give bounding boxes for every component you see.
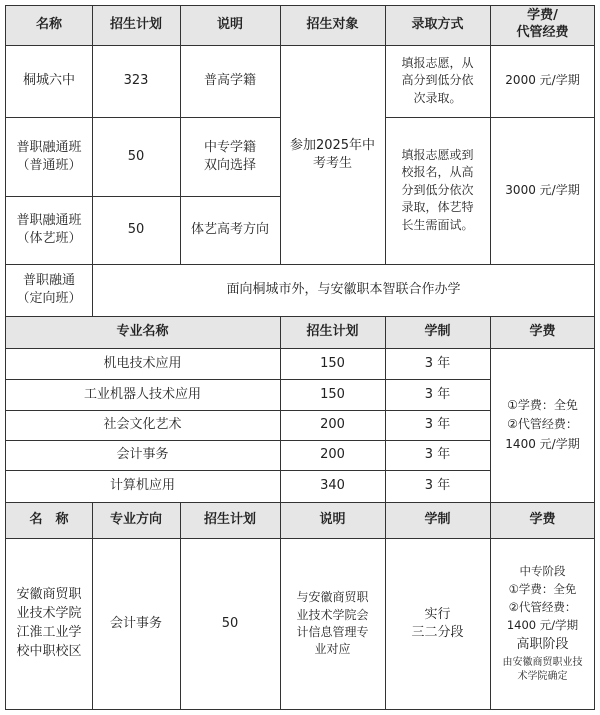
s2-row3-plan: 200 bbox=[320, 417, 345, 433]
s1-row3-plan: 50 bbox=[127, 222, 145, 238]
s3-header-desc: 说明 bbox=[319, 512, 346, 528]
s3-row-name: 安徽商贸职 业技术学院 江淮工业学 校中职校区 bbox=[16, 587, 82, 659]
s2-row5-duration: 3 年 bbox=[424, 478, 451, 494]
s2-row3-duration: 3 年 bbox=[424, 417, 451, 433]
s1-row1-desc: 普高学籍 bbox=[203, 73, 256, 89]
s2-row2-plan: 150 bbox=[320, 386, 345, 402]
s2-header-fee: 学费 bbox=[529, 324, 556, 340]
s2-row1-duration: 3 年 bbox=[424, 355, 451, 371]
s2-fee-merged: ①学费：全免 ②代管经费： 1400 元/学期 bbox=[505, 398, 580, 451]
s1-row1-plan: 323 bbox=[123, 73, 149, 89]
s1-row1-name: 桐城六中 bbox=[22, 73, 75, 89]
s1-admission-merged: 填报志愿或到 校报名，从高 分到低分依次 录取，体艺特 长生需面试。 bbox=[401, 148, 474, 232]
s1-header-plan: 招生计划 bbox=[109, 17, 162, 33]
s2-header-plan: 招生计划 bbox=[306, 324, 359, 340]
s3-row-plan: 50 bbox=[221, 616, 239, 632]
s3-row-direction: 会计事务 bbox=[109, 616, 162, 632]
s3-header-fee: 学费 bbox=[529, 512, 556, 528]
s1-target-merged: 参加2025年中 考考生 bbox=[289, 137, 376, 171]
s2-row2-major: 工业机器人技术应用 bbox=[83, 386, 201, 402]
s2-row4-duration: 3 年 bbox=[424, 447, 451, 463]
s1-row3-desc: 体艺高考方向 bbox=[190, 222, 269, 238]
s1-row4-name: 普职融通 （定向班） bbox=[16, 273, 82, 306]
s2-row3-major: 社会文化艺术 bbox=[103, 417, 182, 433]
s3-fee-cell bbox=[490, 538, 595, 710]
s2-row4-plan: 200 bbox=[320, 447, 345, 463]
s1-row3-name: 普职融通班 （体艺班） bbox=[16, 213, 82, 246]
s1-row4-note: 面向桐城市外，与安徽职本智联合作办学 bbox=[226, 282, 461, 298]
s3-fee-higher-stage-note: 由安徽商贸职业技 术学院确定 bbox=[502, 656, 583, 683]
s1-header-name: 名称 bbox=[35, 17, 62, 33]
s3-header-direction: 专业方向 bbox=[109, 512, 162, 528]
s2-row1-plan: 150 bbox=[320, 355, 345, 371]
s2-row1-major: 机电技术应用 bbox=[103, 355, 182, 371]
s1-row2-desc: 中专学籍 双向选择 bbox=[203, 139, 256, 173]
s3-row-duration: 实行 三二分段 bbox=[411, 607, 464, 640]
s1-row2-name: 普职融通班 （普通班） bbox=[16, 139, 82, 173]
s1-fee-merged: 3000 元/学期 bbox=[505, 182, 580, 197]
s2-row4-major: 会计事务 bbox=[116, 447, 169, 463]
s3-header-plan: 招生计划 bbox=[203, 512, 256, 528]
s1-row1-fee: 2000 元/学期 bbox=[505, 73, 580, 88]
s3-header-name: 名 称 bbox=[29, 512, 69, 528]
s2-row5-major: 计算机应用 bbox=[109, 478, 175, 494]
s2-header-major: 专业名称 bbox=[116, 324, 169, 340]
s3-header-duration: 学制 bbox=[424, 512, 451, 528]
s3-fee-secondary-stage: 中专阶段 ①学费：全免 ②代管经费： 1400 元/学期 bbox=[506, 564, 579, 632]
s3-row-desc: 与安徽商贸职 业技术学院会 计信息管理专 业对应 bbox=[296, 590, 369, 657]
s2-row5-plan: 340 bbox=[320, 478, 345, 494]
s1-header-target: 招生对象 bbox=[306, 17, 359, 33]
s1-row2-plan: 50 bbox=[127, 148, 145, 164]
s3-fee-higher-stage-label: 高职阶段 bbox=[516, 636, 569, 652]
s1-header-admission: 录取方式 bbox=[411, 17, 464, 33]
s1-header-fee: 学费/ 代管经费 bbox=[516, 8, 569, 40]
s1-header-desc: 说明 bbox=[216, 17, 243, 33]
s1-row1-admission: 填报志愿，从 高分到低分依 次录取。 bbox=[401, 55, 474, 105]
s2-row2-duration: 3 年 bbox=[424, 386, 451, 402]
s2-header-duration: 学制 bbox=[424, 324, 451, 340]
